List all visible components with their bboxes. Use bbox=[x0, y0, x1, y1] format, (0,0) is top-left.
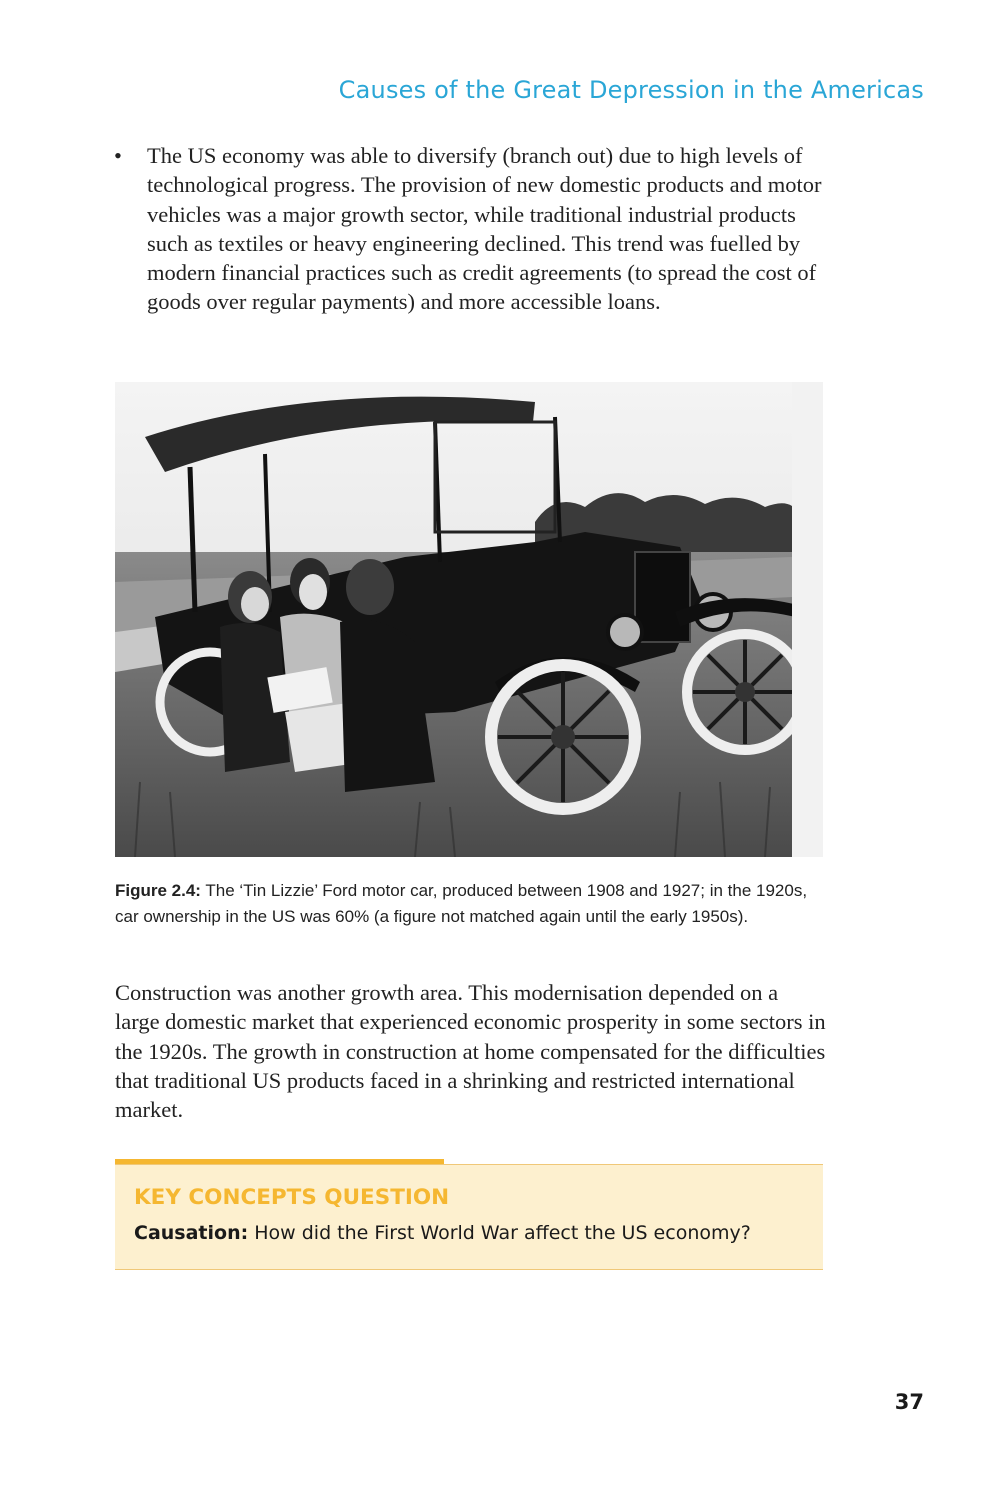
photo-edge-strip bbox=[792, 382, 823, 857]
running-title: Causes of the Great Depression in the Americas bbox=[338, 76, 924, 104]
figure-label: Figure 2.4: bbox=[115, 881, 201, 900]
key-concepts-title: KEY CONCEPTS QUESTION bbox=[134, 1185, 450, 1210]
page-number: 37 bbox=[894, 1390, 924, 1414]
body-paragraph: Construction was another growth area. This modernisation depended on a large domestic market that experienced economic prosperity in some sectors in the 1920s. The growth in construction at home compensated for the difficulties that traditional US products faced in a shrinking and restricted international market. bbox=[115, 980, 826, 1123]
key-concepts-box bbox=[115, 1164, 823, 1270]
figure-caption bbox=[115, 878, 827, 930]
ford-model-t-photo bbox=[115, 382, 792, 857]
figure-caption-text: The ‘Tin Lizzie’ Ford motor car, produced between 1908 and 1927; in the 1920s, car ownership in the US was 60% (a figure not matched again until the early 1950s). bbox=[115, 881, 808, 926]
key-concepts-label: Causation: bbox=[134, 1222, 249, 1244]
key-concepts-question-text: How did the First World War affect the US economy? bbox=[248, 1222, 751, 1244]
bullet-marker: • bbox=[114, 143, 122, 168]
key-concepts-question bbox=[134, 1222, 751, 1244]
bullet-item bbox=[114, 141, 829, 317]
bullet-text: The US economy was able to diversify (branch out) due to high levels of technological progress. The provision of new domestic products and motor vehicles was a major growth sector, while traditional industrial products such as textiles or heavy engineering declined. This trend was fuelled by modern financial practices such as credit agreements (to spread the cost of goods over regular payments) and more accessible loans. bbox=[147, 143, 822, 315]
car-photo-illustration bbox=[115, 382, 792, 857]
